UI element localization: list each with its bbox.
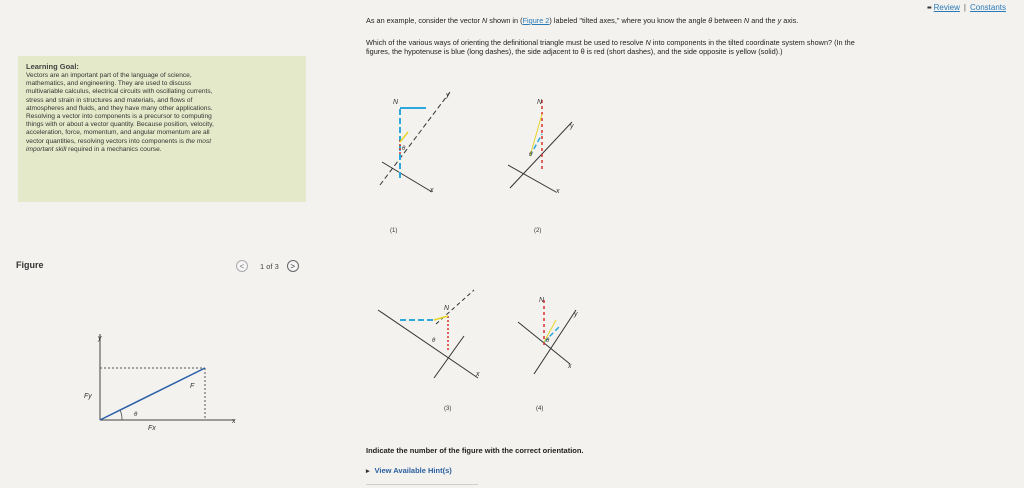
- goal-line: stress and strain in structures and materials, and flows of: [26, 96, 193, 104]
- figure-label: Figure: [16, 260, 44, 270]
- question-line-3: figures, the hypotenuse is blue (long dashes), the side adjacent to θ is red (short dashes), and the side opposite is yellow (solid).): [366, 47, 783, 56]
- x-axis-label: x: [430, 187, 434, 194]
- goal-line: vector quantities, resolving vectors into components is the most: [26, 137, 212, 145]
- goal-line: multivariable calculus, electrical circuits with oscillating currents,: [26, 88, 213, 96]
- next-figure-button[interactable]: >: [287, 260, 299, 272]
- y-axis-lower: [434, 336, 464, 378]
- y-axis: [380, 92, 450, 185]
- opposite-solid: [400, 132, 408, 142]
- theta-label: θ: [432, 338, 436, 344]
- pager-count: 1 of 3: [260, 261, 279, 271]
- learning-goal-text: [26, 72, 298, 154]
- figure-pager: [236, 260, 299, 272]
- question-line-2: Which of the various ways of orienting the definitional triangle must be used to resolve N into components in the tilted coordinate system shown? (In the: [366, 38, 855, 47]
- opposite-solid: [434, 316, 448, 320]
- y-axis-label: y: [570, 123, 574, 130]
- option-label: (2): [534, 228, 542, 234]
- learning-goal-title: Learning Goal:: [26, 62, 79, 71]
- goal-line: things with or about a vector quantity. Because position, velocity,: [26, 121, 214, 129]
- x-axis-label: x: [232, 418, 236, 425]
- y-axis-label: y: [98, 335, 102, 342]
- x-axis-label: x: [476, 371, 480, 378]
- vector-n-label: N: [393, 99, 399, 106]
- divider: [366, 484, 478, 485]
- theta-label: θ: [546, 338, 550, 344]
- question-text: [366, 16, 1006, 56]
- y-axis: [510, 122, 572, 188]
- x-axis-label: x: [556, 188, 560, 195]
- fx-label: Fx: [148, 425, 156, 432]
- hints-label: View Available Hint(s): [374, 466, 452, 475]
- vector-n-label: N: [539, 297, 545, 304]
- fy-label: Fy: [84, 393, 92, 400]
- option-label: (3): [444, 406, 452, 412]
- review-link[interactable]: Review: [933, 3, 960, 12]
- option-figure-1[interactable]: [380, 92, 450, 234]
- grid-icon: ▪▪: [926, 3, 931, 12]
- vector-f-figure: [70, 322, 250, 432]
- y-axis-label: y: [574, 311, 578, 318]
- figure-2-link[interactable]: Figure 2: [522, 16, 550, 25]
- expand-arrow-icon: ▸: [366, 468, 370, 475]
- angle-arc: [120, 410, 122, 420]
- goal-line: important skill required in a mechanics course.: [26, 145, 162, 153]
- option-label: (4): [536, 406, 544, 412]
- vector-n-label: N: [444, 305, 450, 312]
- option-label: (1): [390, 228, 398, 234]
- vector-f-line: [100, 368, 205, 420]
- theta-label: θ: [529, 152, 533, 158]
- vector-f-label: F: [190, 383, 195, 390]
- y-axis-label: y: [446, 92, 450, 99]
- x-axis-label: x: [568, 363, 572, 370]
- constants-link[interactable]: Constants: [969, 3, 1006, 12]
- option-figure-4[interactable]: [518, 297, 578, 412]
- learning-goal-box: [18, 56, 306, 202]
- vector-n-label: N: [537, 99, 543, 106]
- question-line-1: As an example, consider the vector N shown in (Figure 2) labeled "tilted axes," where you know the angle θ between N and the y axis.: [366, 16, 799, 25]
- goal-line: Resolving a vector into components is a precursor to computing: [26, 113, 212, 121]
- x-axis: [382, 162, 432, 192]
- goal-line: acceleration, force, momentum, and angular momentum are all: [26, 129, 210, 137]
- x-axis: [508, 165, 556, 192]
- nav-separator: |: [963, 3, 966, 12]
- goal-line: Vectors are an important part of the language of science,: [26, 72, 192, 79]
- y-axis: [436, 290, 474, 324]
- theta-label: θ: [134, 412, 138, 418]
- option-figure-3[interactable]: [378, 290, 480, 412]
- opposite-solid: [530, 114, 542, 156]
- theta-label: θ: [402, 146, 406, 152]
- top-nav: [927, 3, 1006, 12]
- option-figures: [360, 80, 620, 420]
- option-figure-2[interactable]: [508, 99, 574, 234]
- instruction-text: Indicate the number of the figure with the correct orientation.: [366, 446, 584, 455]
- goal-line: atmospheres and fluids, and they have many other applications.: [26, 104, 213, 112]
- prev-figure-button[interactable]: <: [236, 260, 248, 272]
- view-hints-link[interactable]: [366, 466, 452, 475]
- goal-line: mathematics, and engineering. They are used to discuss: [26, 80, 192, 88]
